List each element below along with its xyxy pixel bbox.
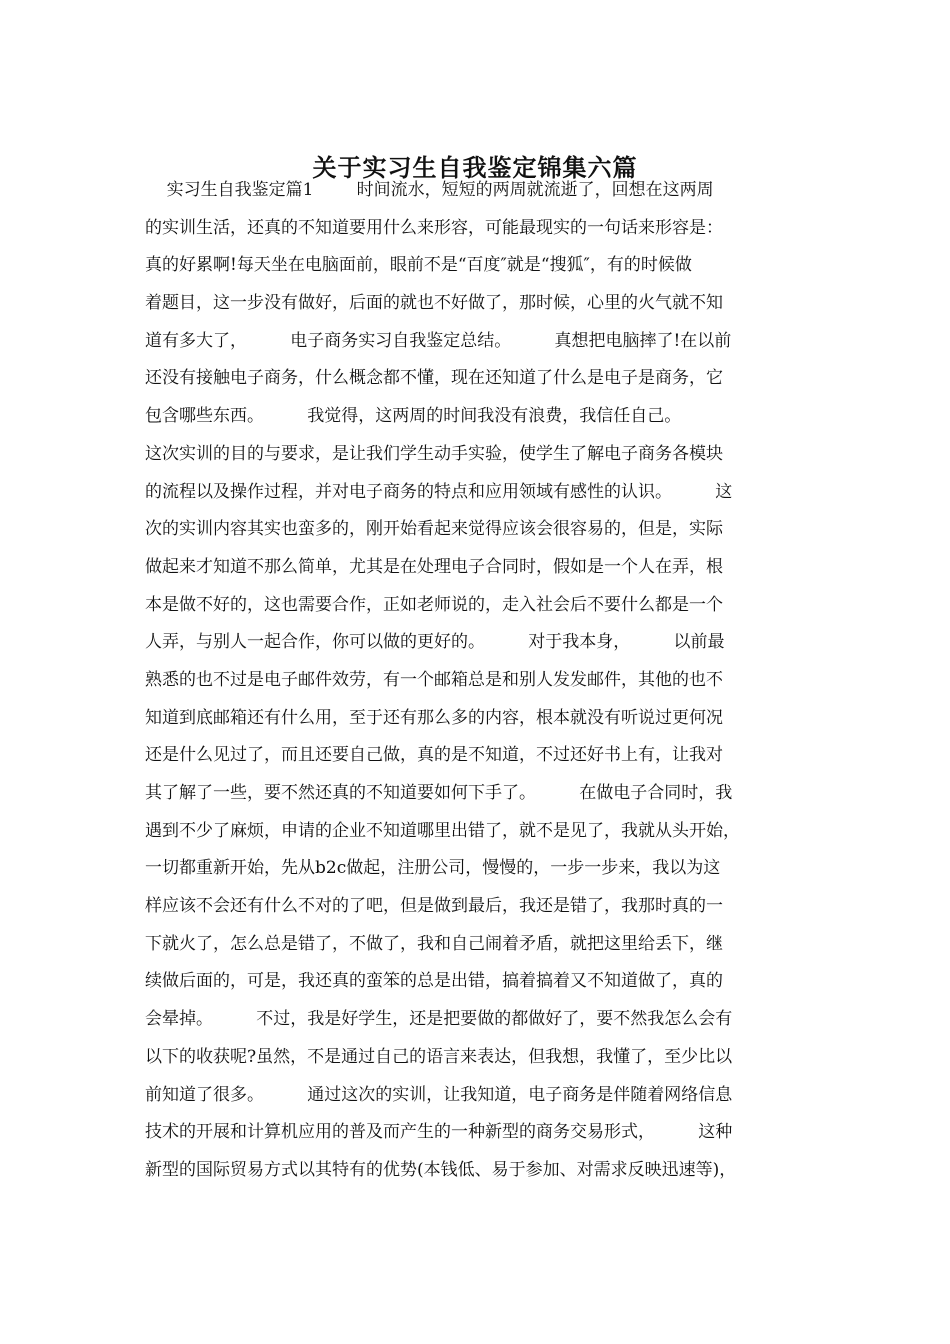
body-line: 会晕掉。 不过，我是好学生，还是把要做的都做好了，要不然我怎么会有 bbox=[145, 1009, 733, 1030]
body-line: 还没有接触电子商务，什么概念都不懂，现在还知道了什么是电子是商务，它 bbox=[145, 368, 723, 389]
document-body bbox=[145, 172, 813, 1190]
body-line: 续做后面的，可是，我还真的蛮笨的总是出错，搞着搞着又不知道做了，真的 bbox=[145, 971, 723, 992]
body-line: 道有多大了， 电子商务实习自我鉴定总结。 真想把电脑摔了!在以前 bbox=[145, 330, 732, 351]
body-line: 真的好累啊!每天坐在电脑面前，眼前不是“百度″就是“搜狐″，有的时候做 bbox=[145, 255, 692, 276]
body-line: 新型的国际贸易方式以其特有的优势(本钱低、易于参加、对需求反映迅速等)， bbox=[145, 1159, 737, 1180]
body-line: 其了解了一些，要不然还真的不知道要如何下手了。 在做电子合同时，我 bbox=[145, 783, 733, 803]
body-line: 遇到不少了麻烦，申请的企业不知道哪里出错了，就不是见了，我就从头开始， bbox=[145, 820, 740, 841]
document-title: 关于实习生自我鉴定锦集六篇 bbox=[312, 154, 638, 182]
body-line: 这次实训的目的与要求，是让我们学生动手实验，使学生了解电子商务各模块 bbox=[145, 443, 723, 464]
body-line: 做起来才知道不那么简单，尤其是在处理电子合同时，假如是一个人在弄，根 bbox=[145, 556, 723, 577]
body-line: 的流程以及操作过程，并对电子商务的特点和应用领域有感性的认识。 这 bbox=[145, 481, 733, 502]
body-line: 次的实训内容其实也蛮多的，刚开始看起来觉得应该会很容易的，但是，实际 bbox=[145, 519, 723, 540]
body-line: 着题目，这一步没有做好，后面的就也不好做了，那时候，心里的火气就不知 bbox=[145, 293, 723, 314]
body-line: 样应该不会还有什么不对的了吧，但是做到最后，我还是错了，我那时真的一 bbox=[145, 896, 723, 917]
body-line: 熟悉的也不过是电子邮件效劳，有一个邮箱总是和别人发发邮件，其他的也不 bbox=[145, 669, 723, 690]
body-line: 人弄，与别人一起合作，你可以做的更好的。 对于我本身， 以前最 bbox=[145, 632, 725, 653]
body-line: 知道到底邮箱还有什么用，至于还有那么多的内容，根本就没有听说过更何况 bbox=[145, 707, 723, 728]
body-line: 下就火了，怎么总是错了，不做了，我和自己闹着矛盾，就把这里给丢下，继 bbox=[145, 933, 723, 954]
body-line: 实习生自我鉴定篇1 时间流水，短短的两周就流逝了，回想在这两周 bbox=[145, 180, 714, 200]
body-line: 本是做不好的，这也需要合作，正如老师说的，走入社会后不要什么都是一个 bbox=[145, 594, 723, 615]
body-line: 以下的收获呢?虽然，不是通过自己的语言来表达，但我想，我懂了，至少比以 bbox=[145, 1046, 733, 1067]
body-line: 还是什么见过了，而且还要自己做，真的是不知道，不过还好书上有，让我对 bbox=[145, 745, 723, 766]
body-line: 前知道了很多。 通过这次的实训，让我知道，电子商务是伴随着网络信息 bbox=[145, 1084, 733, 1105]
body-line: 的实训生活，还真的不知道要用什么来形容，可能最现实的一句话来形容是： bbox=[145, 217, 723, 238]
body-line: 一切都重新开始，先从b2c做起，注册公司，慢慢的，一步一步来，我以为这 bbox=[145, 858, 721, 879]
body-line: 包含哪些东西。 我觉得，这两周的时间我没有浪费，我信任自己。 bbox=[145, 406, 682, 427]
body-line: 技术的开展和计算机应用的普及而产生的一种新型的商务交易形式， 这种 bbox=[145, 1122, 733, 1143]
